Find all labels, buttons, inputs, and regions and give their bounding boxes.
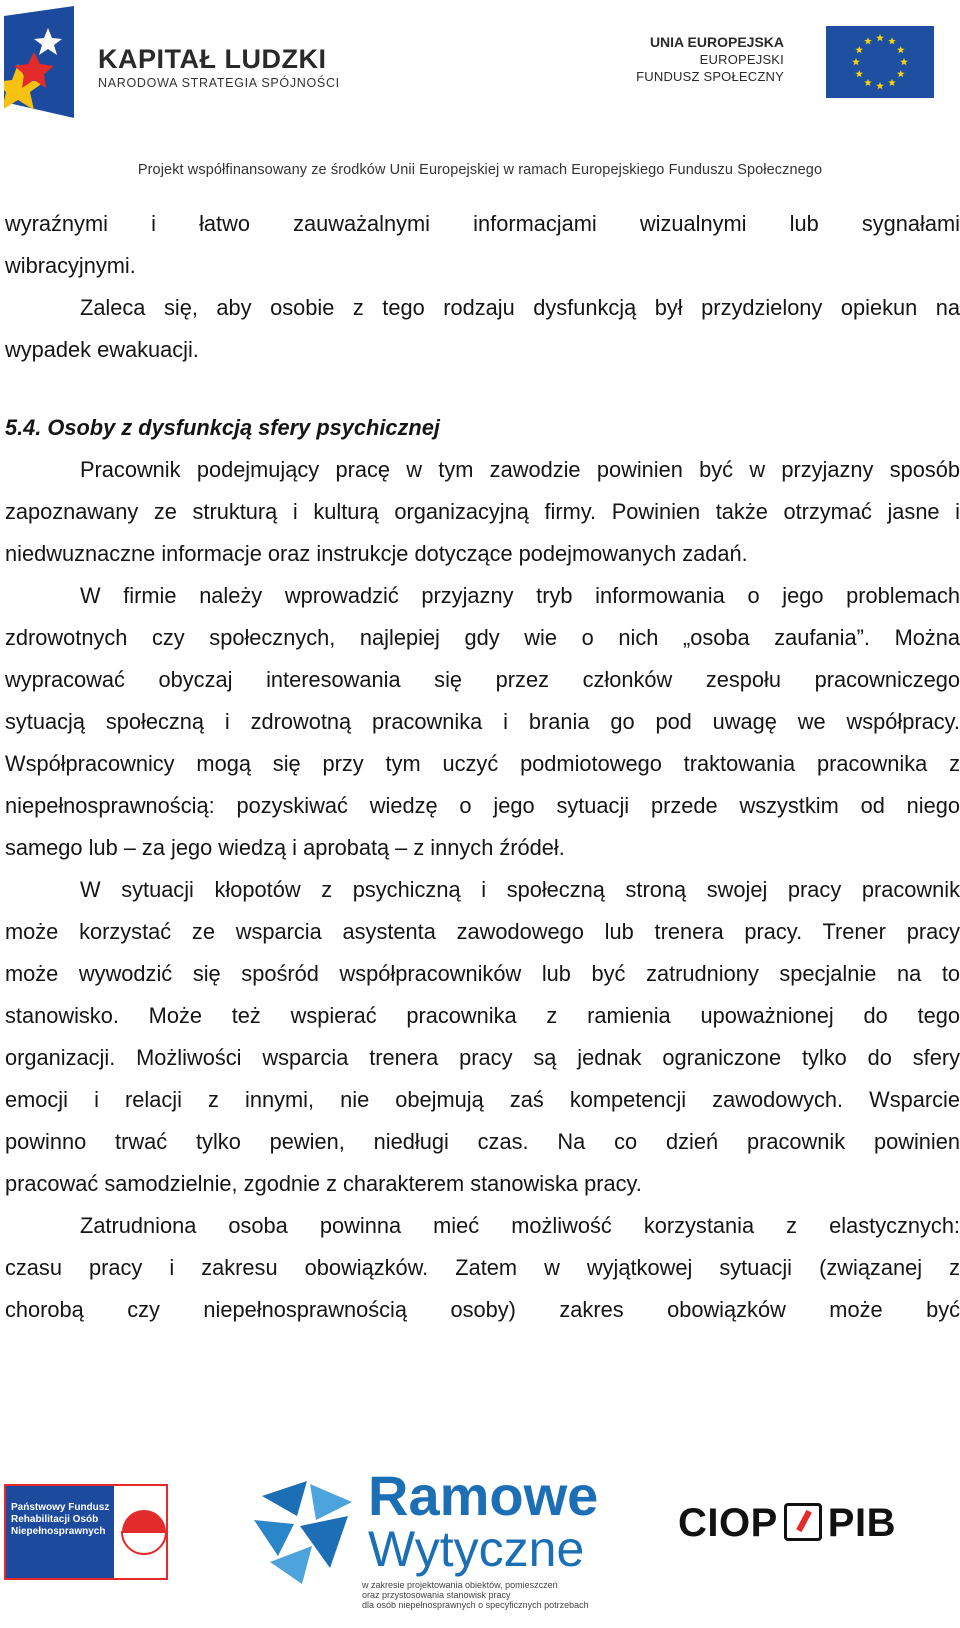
eu-flag-icon [826,26,934,98]
kapital-ludzki-subtitle: NARODOWA STRATEGIA SPÓJNOŚCI [98,76,340,90]
pfron-text [6,1486,116,1578]
ramowe-title: Ramowe [368,1464,599,1527]
body-line: Zaleca się, aby osobie z tego rodzaju dysfunkcją był przydzielony opiekun na [80,295,960,320]
ciop-label: CIOP [678,1501,778,1545]
body-line: wibracyjnymi. [5,253,136,278]
ramowe-description-line: w zakresie projektowania obiektów, pomieszczeń [362,1580,558,1590]
body-line: wypracować obyczaj interesowania się przez członków zespołu pracowniczego [5,667,960,692]
body-line: pracować samodzielnie, zgodnie z charakterem stanowiska pracy. [5,1171,642,1196]
pfron-line: Państwowy Fundusz [11,1502,110,1513]
ramowe-description-line: oraz przystosowania stanowisk pracy [362,1590,511,1600]
body-line: Współpracownicy mogą się przy tym uczyć podmiotowego traktowania pracownika z [5,751,960,776]
ciop-emblem-icon [784,1503,822,1541]
section-heading: 5.4. Osoby z dysfunkcją sfery psychicznej [5,415,440,440]
ramowe-description-line: dla osób niepełnosprawnych o specyficznych potrzebach [362,1600,589,1610]
body-line: W firmie należy wprowadzić przyjazny tryb informowania o jego problemach [80,583,960,608]
pfron-emblem-icon [114,1486,166,1578]
pfron-line: Rehabilitacji Osób [11,1514,99,1525]
eu-union-label: UNIA EUROPEJSKA [649,34,784,50]
body-line: organizacji. Możliwości wsparcia trenera pracy są jednak ograniczone tylko do sfery [5,1045,960,1070]
pfron-line: Niepełnosprawnych [11,1526,106,1537]
eu-text [636,34,784,85]
body-line: powinno trwać tylko pewien, niedługi czas. Na co dzień pracownik powinien [5,1129,960,1154]
body-line: niedwuznaczne informacje oraz instrukcje dotyczące podejmowanych zadań. [5,541,748,566]
project-cofinancing-line: Projekt współfinansowany ze środków Unii Europejskiej w ramach Europejskiego Funduszu Społecznego [137,162,823,178]
eu-fund-label-2: FUNDUSZ SPOŁECZNY [636,69,784,84]
pib-label: PIB [827,1501,896,1545]
body-line: niepełnosprawnością: pozyskiwać wiedzę o jego sytuacji przede wszystkim od niego [5,793,960,818]
body-line: zdrowotnych czy społecznych, najlepiej gdy wie o nich „osoba zaufania”. Można [5,625,960,650]
kapital-ludzki-text [98,44,340,90]
body-line: Zatrudniona osoba powinna mieć możliwość korzystania z elastycznych: [80,1213,960,1238]
body-line: wypadek ewakuacji. [5,337,199,362]
body-line: zapoznawany ze strukturą i kulturą organizacyjną firmy. Powinien także otrzymać jasne i [5,499,960,524]
body-line: może korzystać ze wsparcia asystenta zawodowego lub trenera pracy. Trener pracy [5,919,960,944]
kapital-ludzki-logo [4,6,94,118]
ramowe-wytyczne-icon [252,1476,362,1586]
body-line: Pracownik podejmujący pracę w tym zawodzie powinien być w przyjazny sposób [80,457,960,482]
page-footer [0,1464,960,1628]
page-header [0,0,960,190]
kapital-ludzki-title: KAPITAŁ LUDZKI [98,44,327,74]
body-line: czasu pracy i zakresu obowiązków. Zatem w wyjątkowej sytuacji (związanej z [5,1255,960,1280]
ciop-pib-logo [678,1498,896,1548]
pfron-logo [4,1484,168,1580]
body-line: wyraźnymi i łatwo zauważalnymi informacjami wizualnymi lub sygnałami [5,211,960,236]
wytyczne-title: Wytyczne [368,1521,585,1577]
body-line: sytuacją społeczną i zdrowotną pracownika i brania go pod uwagę we współpracy. [5,709,960,734]
eu-fund-label-1: EUROPEJSKI [699,52,784,67]
body-line: W sytuacji kłopotów z psychiczną i społeczną stroną swojej pracy pracownik [80,877,960,902]
body-line: samego lub – za jego wiedzą i aprobatą – z innych źródeł. [5,835,565,860]
body-line: stanowisko. Może też wspierać pracownika z ramienia upoważnionej do tego [5,1003,960,1028]
body-line: emocji i relacji z innymi, nie obejmują zaś kompetencji zawodowych. Wsparcie [5,1087,960,1112]
body-line: chorobą czy niepełnosprawnością osoby) zakres obowiązków może być [5,1297,960,1322]
body-line: może wywodzić się spośród współpracowników lub być zatrudniony specjalnie na to [5,961,960,986]
ramowe-description [362,1580,602,1610]
